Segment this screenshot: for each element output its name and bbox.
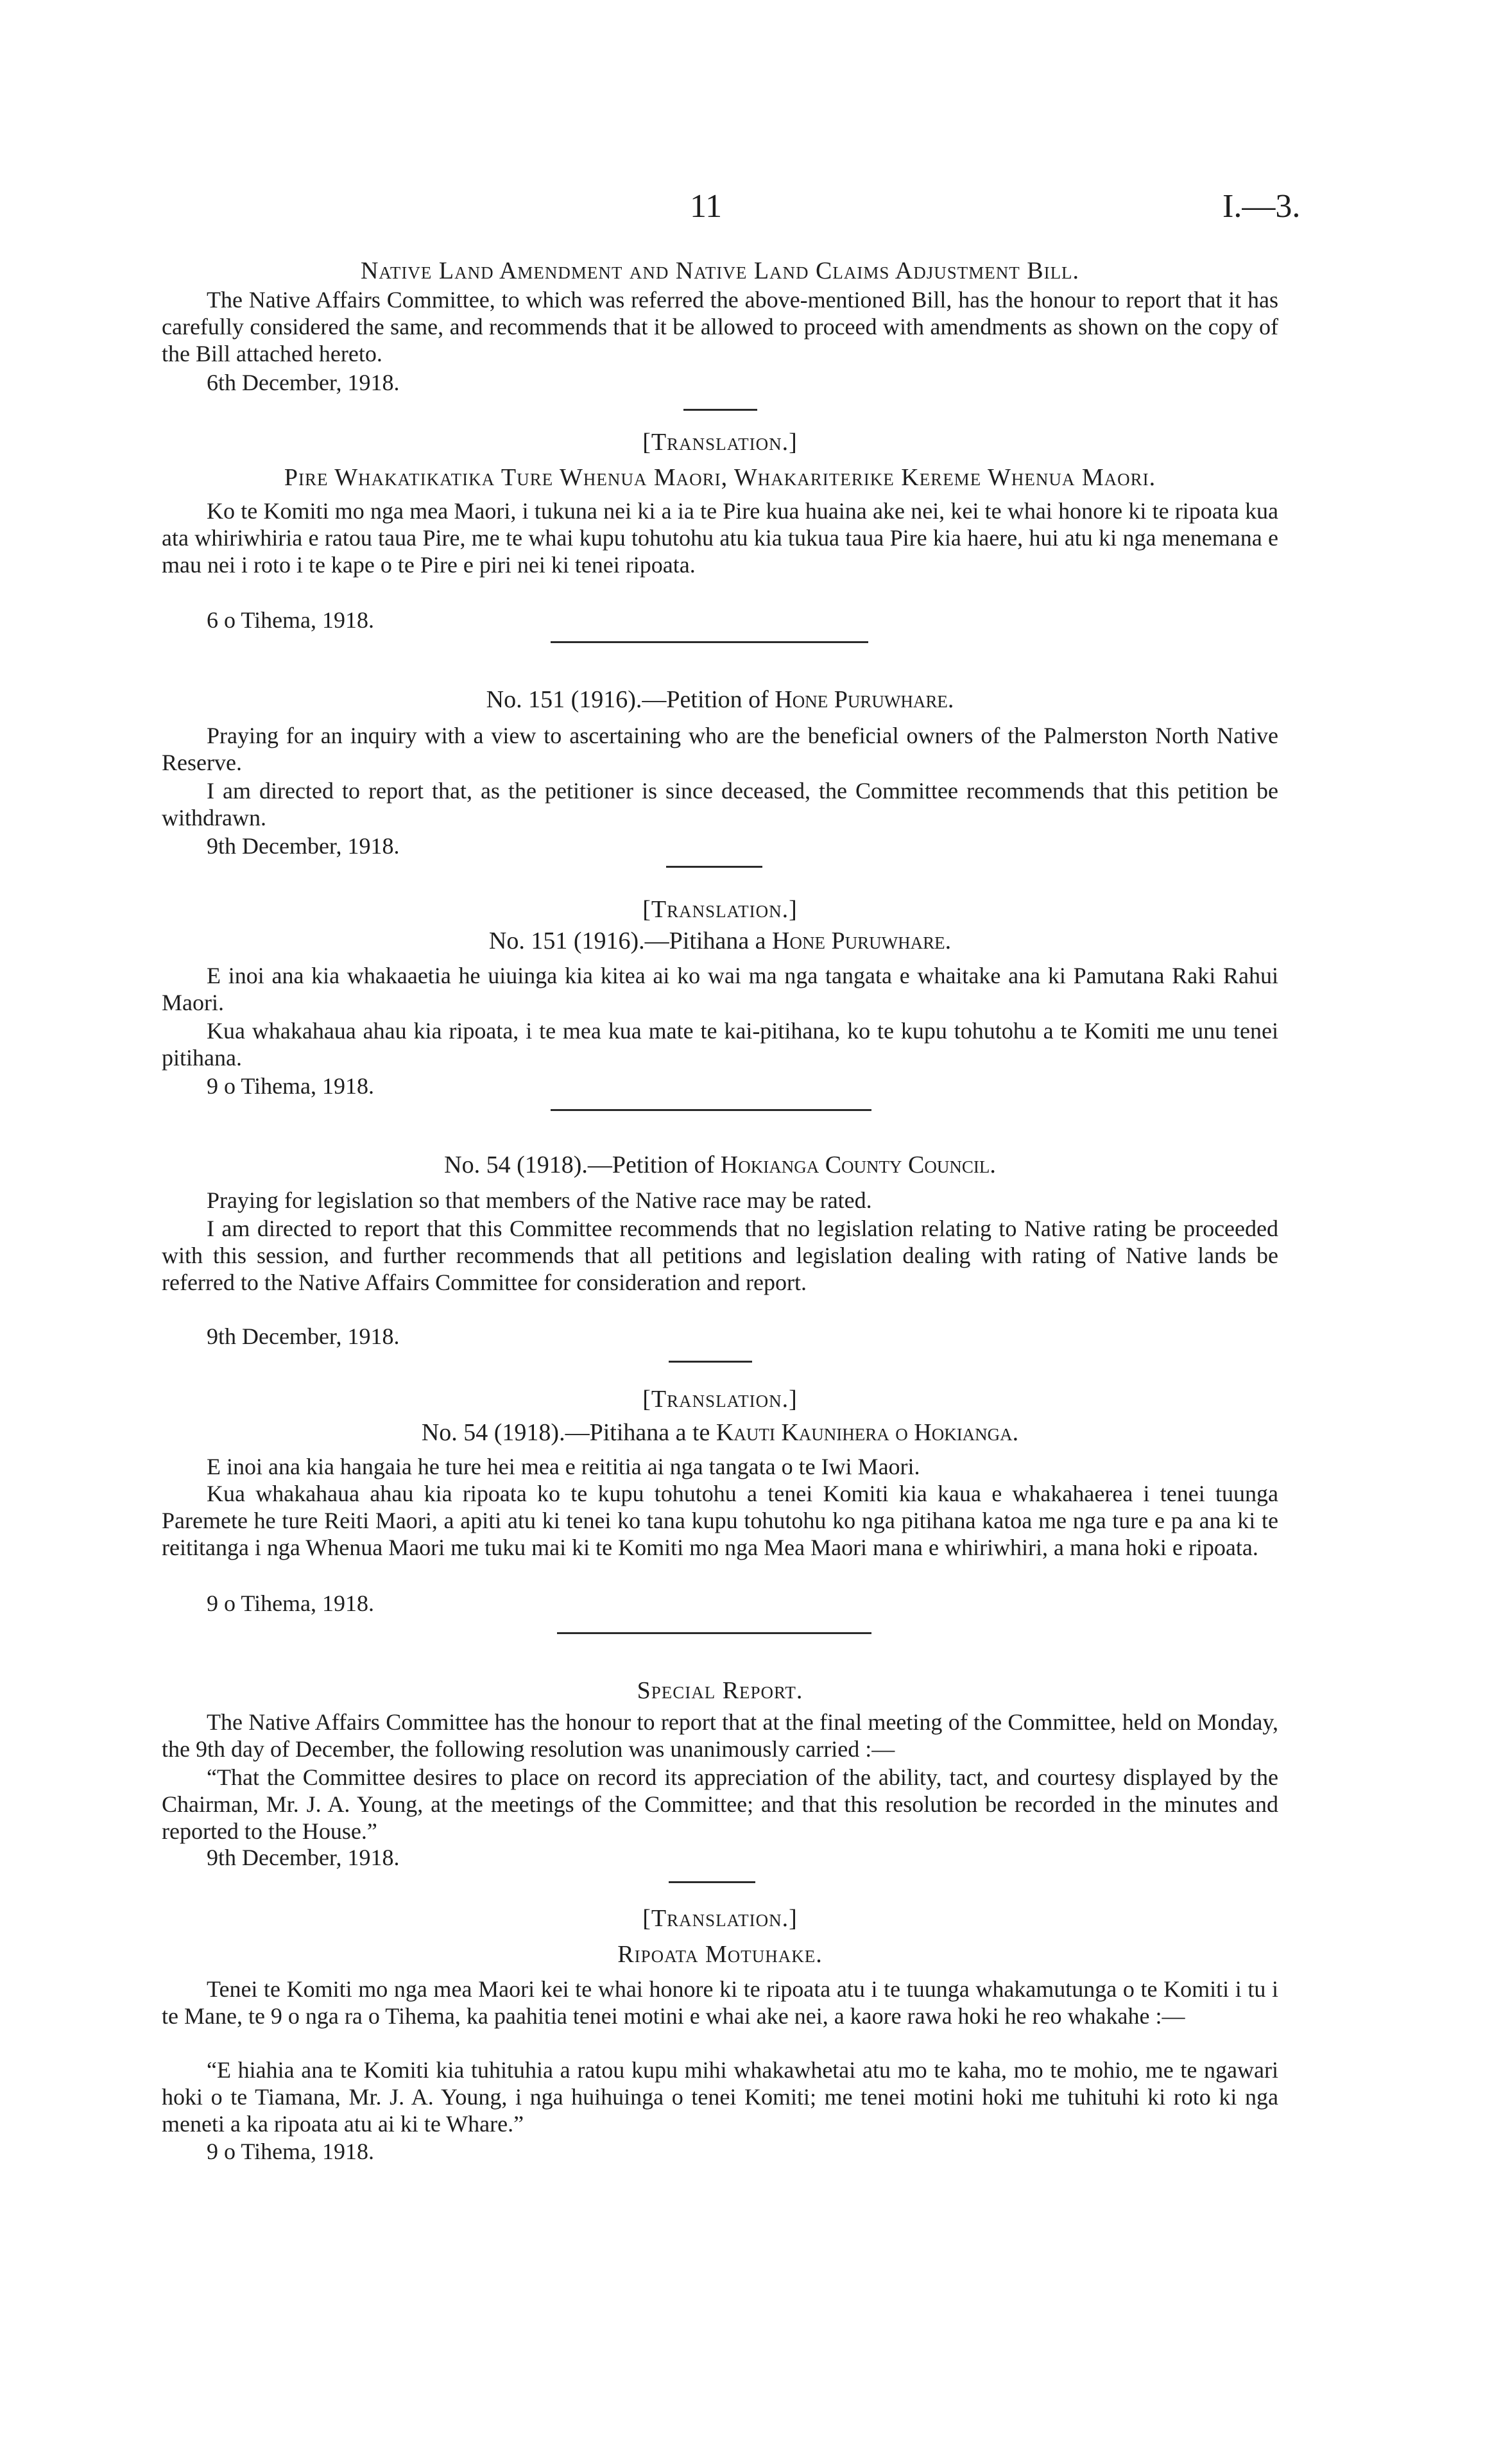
petition-number: No. 54 (1918).—Petition of bbox=[444, 1151, 721, 1178]
section-date: 6 o Tihema, 1918. bbox=[207, 607, 375, 633]
section-date: 9th December, 1918. bbox=[207, 833, 400, 859]
petitioner-name: Kauti Kaunihera o Hokianga. bbox=[716, 1419, 1019, 1446]
petitioner-name: Hone Puruwhare. bbox=[772, 927, 952, 954]
petitioner-name: Hokianga County Council. bbox=[720, 1151, 996, 1178]
translation-label: [Translation.] bbox=[642, 896, 798, 923]
divider bbox=[557, 1632, 871, 1634]
section-heading-ripoata: Ripoata Motuhake. bbox=[617, 1941, 823, 1968]
section-paragraph: Kua whakahaua ahau kia ripoata ko te kupu tohutohu a tenei Komiti kia kaua e whakahaerea i tenei tuunga Paremete he ture Reiti Maori, a apiti atu ki tenei ko tana kupu tohutohu ko nga pitihana katoa me nga ture e pa ana ki te reititanga i nga Whenua Maori me tuku mai ki te Komiti mo nga Mea Maori mana e whiriwhiri, a mana hoki e ripoata. bbox=[162, 1481, 1278, 1560]
divider bbox=[551, 641, 868, 643]
petition-heading bbox=[162, 685, 1278, 714]
section-paragraph: E inoi ana kia whakaaetia he uiuinga kia kitea ai ko wai ma nga tangata e whaitake ana ki Pamutana Raki Rahui Maori. bbox=[162, 963, 1278, 1015]
section-paragraph: The Native Affairs Committee, to which was referred the above-mentioned Bill, has the honour to report that it has carefully considered the same, and recommends that it be allowed to proceed with amendments as shown on the copy of the Bill attached hereto. bbox=[162, 287, 1278, 366]
short-divider bbox=[669, 1881, 755, 1883]
petitioner-name: Hone Puruwhare. bbox=[775, 686, 954, 713]
document-reference: I.—3. bbox=[1222, 188, 1301, 225]
petition-number: No. 54 (1918).—Pitihana a te bbox=[421, 1419, 716, 1446]
section-date: 9th December, 1918. bbox=[207, 1845, 400, 1870]
translation-label: [Translation.] bbox=[642, 1905, 798, 1932]
short-divider bbox=[683, 409, 757, 411]
translation-label: [Translation.] bbox=[642, 429, 798, 456]
section-paragraph: “E hiahia ana te Komiti kia tuhituhia a ratou kupu mihi whakawhetai atu mo te kaha, mo te mohio, me te ngawari hoki o te Tiamana, Mr. J. A. Young, i nga huihuinga o tenei Komiti; me tenei motini hoki me tuhituhi ki roto ki nga meneti a ka ripoata atu ai ki te Whare.” bbox=[162, 2057, 1278, 2137]
section-date: 9th December, 1918. bbox=[207, 1323, 400, 1349]
section-date: 9 o Tihema, 1918. bbox=[207, 2139, 375, 2164]
section-date: 9 o Tihema, 1918. bbox=[207, 1590, 375, 1616]
special-report-heading: Special Report. bbox=[637, 1677, 803, 1704]
section-heading-maori-bill: Pire Whakatikatika Ture Whenua Maori, Whakariterike Kereme Whenua Maori. bbox=[284, 464, 1156, 491]
divider bbox=[551, 1109, 871, 1111]
petition-number: No. 151 (1916).—Pitihana a bbox=[488, 927, 773, 954]
section-paragraph: E inoi ana kia hangaia he ture hei mea e reititia ai nga tangata o te Iwi Maori. bbox=[207, 1454, 920, 1479]
petition-number: No. 151 (1916).—Petition of bbox=[486, 686, 775, 713]
petition-heading bbox=[162, 1151, 1278, 1179]
section-paragraph: “That the Committee desires to place on record its appreciation of the ability, tact, and courtesy displayed by the Chairman, Mr. J. A. Young, at the meetings of the Committee; and that this resolution be recorded in the minutes and reported to the House.” bbox=[162, 1764, 1278, 1844]
page-number: 11 bbox=[690, 188, 723, 225]
translation-label: [Translation.] bbox=[642, 1386, 798, 1413]
section-paragraph: Tenei te Komiti mo nga mea Maori kei te whai honore ki te ripoata atu i te tuunga whakamutunga o te Komiti i tu i te Mane, te 9 o nga ra o Tihema, ka paahitia tenei motini e whai ake nei, a kaore rawa hoki he reo whakahe :— bbox=[162, 1976, 1278, 2029]
section-paragraph: I am directed to report that this Committee recommends that no legislation relating to Native rating be proceeded with this session, and further recommends that all petitions and legislation dealing with rating of Native lands be referred to the Native Affairs Committee for consideration and report. bbox=[162, 1216, 1278, 1295]
section-paragraph: Praying for an inquiry with a view to ascertaining who are the beneficial owners of the Palmerston North Native Reserve. bbox=[162, 723, 1278, 775]
petition-heading bbox=[162, 1418, 1278, 1447]
section-paragraph: Praying for legislation so that members of the Native race may be rated. bbox=[207, 1187, 872, 1213]
petition-heading bbox=[162, 927, 1278, 955]
section-paragraph: The Native Affairs Committee has the honour to report that at the final meeting of the Committee, held on Monday, the 9th day of December, the following resolution was unanimously carried :— bbox=[162, 1709, 1278, 1762]
section-heading-bill: Native Land Amendment and Native Land Claims Adjustment Bill. bbox=[360, 257, 1080, 284]
section-paragraph: I am directed to report that, as the petitioner is since deceased, the Committee recommends that this petition be withdrawn. bbox=[162, 778, 1278, 831]
section-date: 6th December, 1918. bbox=[207, 370, 400, 395]
section-paragraph: Ko te Komiti mo nga mea Maori, i tukuna nei ki a ia te Pire kua huaina ake nei, kei te whai honore ki te ripoata kua ata whiriwhiria e ratou taua Pire, me te whai kupu tohutohu atu kia tukua taua Pire kia haere, hui atu ki nga menemana e mau nei i roto i te kape o te Pire e piri nei ki tenei ripoata. bbox=[162, 498, 1278, 578]
short-divider bbox=[669, 1361, 752, 1363]
short-divider bbox=[666, 866, 762, 868]
section-date: 9 o Tihema, 1918. bbox=[207, 1073, 375, 1099]
section-paragraph: Kua whakahaua ahau kia ripoata, i te mea kua mate te kai-pitihana, ko te kupu tohutohu a te Komiti me unu tenei pitihana. bbox=[162, 1018, 1278, 1071]
